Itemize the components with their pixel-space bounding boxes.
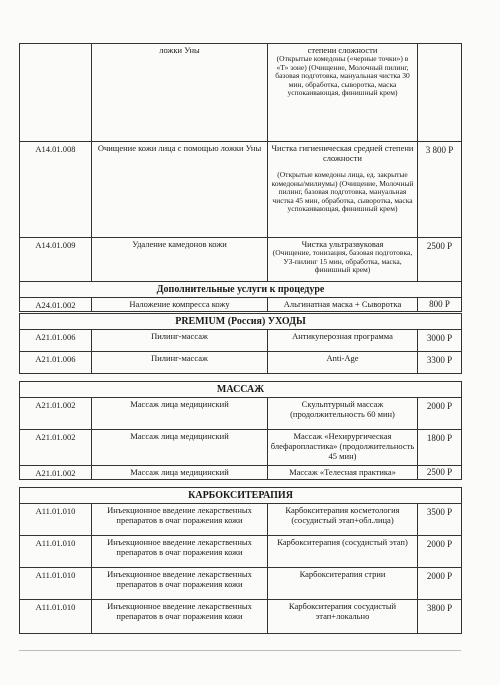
service-price: 2500 Р <box>418 238 462 282</box>
service-code: A14.01.009 <box>20 238 92 282</box>
service-name: Массаж лица медицинский <box>92 430 268 466</box>
procedure-name: степени сложности <box>307 45 378 55</box>
service-code <box>20 44 92 142</box>
table-row <box>20 330 462 352</box>
service-code: A14.01.008 <box>20 142 92 238</box>
section-header-row <box>20 488 462 504</box>
service-price: 3000 Р <box>418 330 462 352</box>
service-code: A21.01.006 <box>20 352 92 374</box>
service-code: A21.01.002 <box>20 430 92 466</box>
section-header-row <box>20 282 462 298</box>
procedure-name: Anti-Age <box>268 352 418 374</box>
section-title: PREMIUM (Россия) УХОДЫ <box>20 314 462 330</box>
service-name: Инъекционное введение лекарственных препаратов в очаг поражения кожи <box>92 568 268 600</box>
service-price <box>418 44 462 142</box>
service-code: A11.01.010 <box>20 536 92 568</box>
service-code: A24.01.002 <box>20 298 92 312</box>
service-name: Массаж лица медицинский <box>92 398 268 430</box>
service-name: Наложение компресса кожу <box>92 298 268 312</box>
procedure-name: Скульптурный массаж (продолжительность 60 мин) <box>268 398 418 430</box>
procedure-name: Чистка ультразвуковая <box>301 239 384 249</box>
service-price: 3500 Р <box>418 504 462 536</box>
service-price: 2000 Р <box>418 568 462 600</box>
procedure-name: Массаж «Телесная практика» <box>268 466 418 480</box>
table-row <box>20 352 462 374</box>
facial-cleaning-table <box>19 43 462 312</box>
procedure-name: Карбокситерапия косметология (сосудистый этап+обл.лица) <box>268 504 418 536</box>
service-code: A11.01.010 <box>20 568 92 600</box>
service-name: Массаж лица медицинский <box>92 466 268 480</box>
carboxytherapy-table <box>19 487 462 634</box>
service-price: 2500 Р <box>418 466 462 480</box>
table-row <box>20 142 462 238</box>
service-price: 1800 Р <box>418 430 462 466</box>
service-code: A11.01.010 <box>20 600 92 634</box>
table-row <box>20 430 462 466</box>
service-description <box>268 142 418 238</box>
service-price: 2000 Р <box>418 398 462 430</box>
service-name: ложки Уны <box>92 44 268 142</box>
service-price: 3800 Р <box>418 600 462 634</box>
service-name: Инъекционное введение лекарственных препаратов в очаг поражения кожи <box>92 504 268 536</box>
procedure-name: Альгинатная маска + Сыворотка <box>268 298 418 312</box>
table-row <box>20 504 462 536</box>
service-description <box>268 238 418 282</box>
table-row <box>20 568 462 600</box>
procedure-detail: (Открытые комедоны лица, ед. закрытые комедоны/милиумы) (Очищение, Молочный пилинг, базовая подготовка, мануальная чистка 45 мин, обработка, сыворотка, маска успокаивающая, финишный крем) <box>271 170 414 213</box>
service-description <box>268 44 418 142</box>
service-name: Инъекционное введение лекарственных препаратов в очаг поражения кожи <box>92 600 268 634</box>
service-name: Пилинг-массаж <box>92 330 268 352</box>
service-name: Очищение кожи лица с помощью ложки Уны <box>92 142 268 238</box>
table-row <box>20 466 462 480</box>
page-divider <box>19 650 461 651</box>
service-name: Пилинг-массаж <box>92 352 268 374</box>
section-header-row <box>20 382 462 398</box>
service-code: A21.01.002 <box>20 398 92 430</box>
section-header-row <box>20 314 462 330</box>
massage-table <box>19 381 462 480</box>
procedure-detail: (Очищение, тонизация, базовая подготовка, УЗ-пилинг 15 мин, обработка, маска, финишный крем) <box>272 248 413 274</box>
section-title: Дополнительные услуги к процедуре <box>20 282 462 298</box>
service-code: A11.01.010 <box>20 504 92 536</box>
service-name: Удаление камедонов кожи <box>92 238 268 282</box>
table-row <box>20 44 462 142</box>
premium-care-table <box>19 313 462 374</box>
service-name: Инъекционное введение лекарственных препаратов в очаг поражения кожи <box>92 536 268 568</box>
procedure-name: Антикуперозная программа <box>268 330 418 352</box>
service-price: 2000 Р <box>418 536 462 568</box>
table-row <box>20 298 462 312</box>
service-price: 3300 Р <box>418 352 462 374</box>
procedure-name: Карбокситерапия (сосудистый этап) <box>268 536 418 568</box>
section-title: КАРБОКСИТЕРАПИЯ <box>20 488 462 504</box>
service-price: 800 Р <box>418 298 462 312</box>
service-price: 3 800 Р <box>418 142 462 238</box>
procedure-name: Карбокситерапия сосудистый этап+локально <box>268 600 418 634</box>
table-row <box>20 398 462 430</box>
procedure-detail: (Открытые комедоны («черные точки») в «Т» зоне) (Очищение, Молочный пилинг, базовая подготовка, мануальная чистка 30 мин, обработка, сыворотка, маска успокаивающая, финишный крем) <box>275 54 410 97</box>
table-row <box>20 600 462 634</box>
section-title: МАССАЖ <box>20 382 462 398</box>
service-code: A21.01.006 <box>20 330 92 352</box>
table-row <box>20 536 462 568</box>
procedure-name: Массаж «Нехирургическая блефаропластика» (продолжительность 45 мин) <box>268 430 418 466</box>
procedure-name: Чистка гигиеническая средней степени сложности <box>271 143 414 163</box>
procedure-name: Карбокситерапия стрии <box>268 568 418 600</box>
service-code: A21.01.002 <box>20 466 92 480</box>
table-row <box>20 238 462 282</box>
